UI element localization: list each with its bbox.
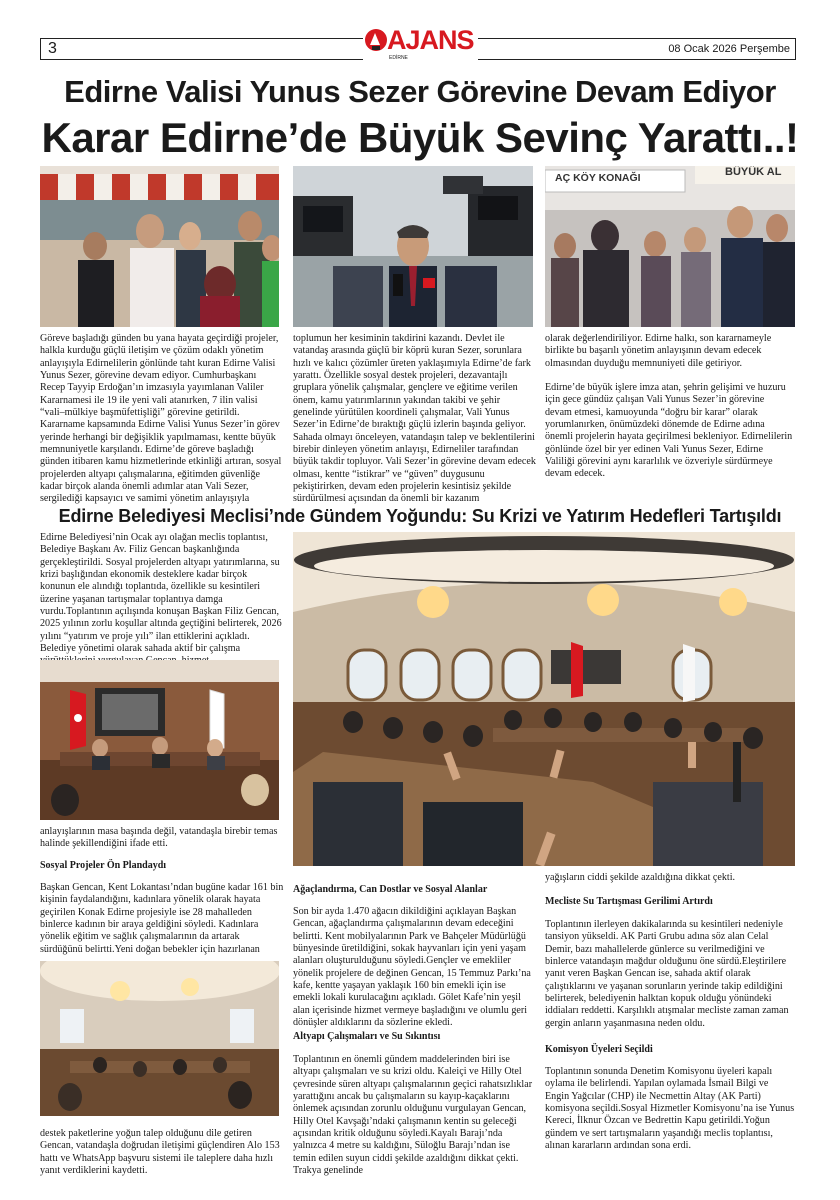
- section2-col1-after-photo: anlayışlarının masa başında değil, vatandaşla birebir temas halinde şekillendiğini ifade etti.: [40, 826, 278, 850]
- issue-date: 08 Ocak 2026 Perşembe: [668, 43, 790, 55]
- subhead-su-tartismasi: Mecliste Su Tartışması Gerilimi Artırdı: [545, 896, 713, 907]
- section2-sub2-text: Son bir ayda 1.470 ağacın dikildiğini açıklayan Başkan Gencan, ağaçlandırma çalışmalarının devam edeceğini belirtti. Kent mobilyalarının Park ve Bahçeler Müdürlüğü bünyesinde üretildiğini, sokak hayvanları için yeni yaşam alanları oluşturulduğunu söyledi.Gençler ve emekliler yönelik projelere de değinen Gencan, 15 Temmuz Parkı’na kafe, kentte yaşayan yaklaşık 160 bin emekli için ise emekli lokali kurulacağını açıkladı. Gölet Kafe’nin yeşil alan içerisinde hizmet vermeye başladığını ve olumlu geri dönüşler aldıklarını da sözlerine ekledi.: [293, 906, 531, 1029]
- masthead-logo: [363, 24, 478, 64]
- photo-council-presidium: [40, 660, 279, 820]
- logo-subtext: EDİRNE: [389, 55, 408, 61]
- section2-sub3-text: Toplantının en önemli gündem maddelerinden biri ise altyapı çalışmaları ve su krizi oldu. Kaleiçi ve Hilly Otel çevresinde süren altyapı çalışmalarının geçici rahatsızlıklar yarattığını ancak bu çalışmaların su kayıp-kaçaklarını önlemek açısından zorunlu olduğunu vurgulayan Gencan, Hilly Otel Kavşağı’ndaki çalışmanın kentin su geleceği açısından kritik olduğunu söyledi.Kayalı Barajı’nda yalnızca 4 metre su kaldığını, Süloğlu Barajı’ndan ise temin edilen suyun ciddi şekilde azaldığını dikkat çekti. Trakya genelinde: [293, 1054, 533, 1177]
- subhead-komisyon: Komisyon Üyeleri Seçildi: [545, 1044, 653, 1055]
- photo-sign-buyuk: BÜYÜK AL: [725, 166, 782, 178]
- headline-line-2: Karar Edirne’de Büyük Sevinç Yarattı..!: [41, 114, 799, 161]
- headline-line-1: Edirne Valisi Yunus Sezer Görevine Devam Ediyor: [64, 74, 776, 109]
- photo-council-vote: [293, 532, 795, 866]
- section2-title: Edirne Belediyesi Meclisi’nde Gündem Yoğundu: Su Krizi ve Yatırım Hedefleri Tartışıldı: [58, 506, 782, 526]
- section2-col3-top: yağışların ciddi şekilde azaldığına dikkat çekti.: [545, 872, 736, 883]
- photo-sign-konak: AÇ KÖY KONAĞI: [555, 172, 641, 184]
- logo-emblem-icon: [363, 27, 389, 55]
- article1-column-3a: olarak değerlendiriliyor. Edirne halkı, son kararnameyle birlikte bu başarılı yönetim anlayışının devam edecek olmasından duyduğu memnuniyeti dile getiriyor.: [545, 333, 772, 369]
- section2-col1-end: destek paketlerine yoğun talep olduğunu dile getiren Gencan, vatandaşla doğrudan iletişimi güçlendiren Alo 153 hattı ve WhatsApp başvuru sistemi ile taleplere daha hızlı yanıt verdiklerini kaydetti.: [40, 1128, 280, 1177]
- section2-sub4-text: Toplantının ilerleyen dakikalarında su kesintileri nedeniyle tansiyon yükseldi. AK Parti Grubu adına söz alan Celal Demir, bazı mahallelerde günlerce su verilmediğini ve binlerce vatandaşın mağdur olduğunu öne sürdü.Eleştirilere yanıt veren Başkan Gencan ise, sahada aktif olarak çalıştıklarını ve yaşanan sorunların yerinde takip edildiğini belirterek, belediyenin halktan kopuk olduğu yönündeki iddiaları reddetti. Karşılıklı atışmalar mecliste zaman zaman gergin anların yaşanmasına neden oldu.: [545, 919, 789, 1029]
- article1-column-2: toplumun her kesiminin takdirini kazandı. Devlet ile vatandaş arasında güçlü bir köprü kuran Sezer, sorunlara hızlı ve kalıcı çözümler üreten yaklaşımıyla Edirne’de fark yarattı. Özellikle sosyal destek projeleri, dezavantajlı gruplara yönelik çalışmalar, gençlere ve eğitime verilen önem, kamu yatırımlarının yakından takibi ve şehir genelinde yürütülen koordineli çalışmalar, Vali Yunus Sezer’in Edirne’de bıraktığı güçlü izlerin başında geliyor. Sahada olmayı önceleyen, vatandaşın talep ve beklentilerini birebir dinleyen yönetim anlayışı, Edirneliler tarafından büyük takdir topluyor. Vali Sezer’in görevine devam edecek olması, kentte “istikrar” ve “güven” duygusunu pekiştirirken, devam eden projelerin kesintisiz şekilde sürdürülmesi açısından da önemli bir kazanım: [293, 333, 536, 505]
- subhead-altyapi: Altyapı Çalışmaları ve Su Sıkıntısı: [293, 1031, 441, 1042]
- logo-text: AJANS: [387, 25, 474, 55]
- section2-col1-intro: Edirne Belediyesi’nin Ocak ayı olağan meclis toplantısı, Belediye Başkanı Av. Filiz Gencan başkanlığında gerçekleştirildi. Sosyal projelerden altyapı yatırımlarına, su krizi başlığından ekonomik desteklere kadar birçok konunun ele alındığı toplantıda, özellikle su kesintileri üzerine yaşanan tartışmalar toplantıya damga vurdu.Toplantının açılışında konuşan Başkan Filiz Gencan, 2025 yılının zorlu koşullar altında geçtiğini belirterek, 2026 yılını “yatırım ve proje yılı” ilan ettiklerini açıkladı. Belediye yönetimi olarak sahada aktif bir çalışma: [40, 532, 282, 655]
- subhead-agaclandirma: Ağaçlandırma, Can Dostlar ve Sosyal Alanlar: [293, 884, 488, 895]
- section2-sub1-text: Başkan Gencan, Kent Lokantası’ndan bugüne kadar 161 bin kişinin faydalandığını, kadınlara yönelik olarak hayata geçirilen Konak Edirne projesiyle ise 28 mahalleden binlerce kadının bir araya geldiğini söyledi. Kadınlara yönelik eğitim ve sağlık çalışmalarının da artarak sürdüğünü belirtti.Yeni doğan bebekler için hazırlanan: [40, 882, 284, 955]
- article1-column-1: Göreve başladığı günden bu yana hayata geçirdiği projeler, halkla kurduğu güçlü iletişim ve çözüm odaklı yönetim anlayışıyla Edirnelilerin gönlünde taht kuran Edirne Valisi Yunus Sezer, görevine devam ediyor. Cumhurbaşkanı Recep Tayyip Erdoğan’ın imzasıyla yayımlanan Valiler Kararnamesi ile 19 ile yeni vali atanırken, 7 ilin valisi “vali–mülkiye başmüfettişliği” görevine getirildi. Kararname kapsamında Edirne Valisi Yunus Sezer’in görev yerinde herhangi bir değişiklik yapılmaması, kentte büyük memnuniyetle karşılandı. Edirne’de göreve başladığı günden itibaren kamu hizmetlerinde etkinliği artıran, sosyal projelerden altyapı çalışmalarına, eğitimden güvenliğe kadar birçok alanda önemli adımlar atan Vali Sezer, sergilediği kapsayıcı ve samimi yönetim anlayışıyla: [40, 333, 282, 505]
- photo-governor-village-visit: [545, 166, 795, 327]
- photo-governor-with-citizens: [40, 166, 279, 327]
- page-number: 3: [48, 40, 57, 57]
- subhead-sosyal-projeler: Sosyal Projeler Ön Plandaydı: [40, 860, 167, 871]
- photo-governor-press-statement: [293, 166, 533, 327]
- section2-sub5-text: Toplantının sonunda Denetim Komisyonu üyeleri kapalı oylama ile belirlendi. Yapılan oylamada İsmail Bilgi ve Engin Yağcılar (CHP) ile Necmettin Altay (AK Parti) komisyona seçildi.Sosyal Hizmetler Komisyonu’na ise Yunus Kereci, İlknur Özcan ve Bedrettin Kapu getirildi.Yoğun gündem ve sert tartışmaların yaşandığı meclis toplantısı, alınan kararların ardından sona erdi.: [545, 1066, 795, 1152]
- article1-column-3b: Edirne’de büyük işlere imza atan, şehrin gelişimi ve huzuru için gece gündüz çalışan Vali Yunus Sezer’in görevine devam etmesi, kamuoyunda “doğru bir karar” olarak yorumlanırken, önümüzdeki dönemde de Edirne adına önemli projelerin hayata geçirilmesi bekleniyor. Edirnelilerin gönlünde özel bir yer edinen Vali Yunus Sezer, Edirne Valiliği görevini aynı kararlılık ve özveriyle sürdürmeye devam edecek.: [545, 382, 793, 480]
- photo-council-hall-wide: [40, 961, 279, 1116]
